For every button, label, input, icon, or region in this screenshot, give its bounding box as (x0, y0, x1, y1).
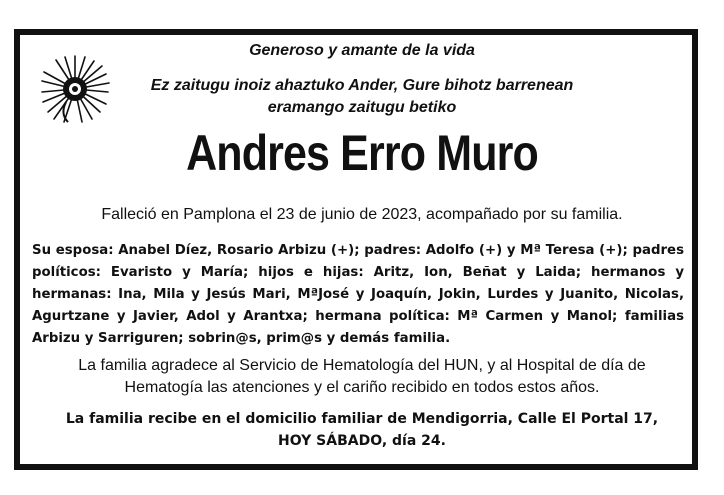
motto-line-3: eramango zaitugu betiko (267, 99, 457, 116)
reception-notice (40, 408, 684, 452)
reception-line-2: HOY SÁBADO, día 24. (278, 433, 446, 449)
death-notice: Falleció en Pamplona el 23 de junio de 2023, acompañado por su familia. (101, 206, 623, 223)
relatives-list: Su esposa: Anabel Díez, Rosario Arbizu (+); padres: Adolfo (+) y Mª Teresa (+); padres políticos: Evaristo y María; hijos e hijas: Aritz, Ion, Beñat y Laida; hermanos y hermanas: Ina, Mila y Jesús Mari, MªJosé y Joaquín, Jokin, Lurdes y Juanito, Nicolas, Agurtzane y Javier, Adol y Arantxa; hermana política: Mª Carmen y Manol; familias Arbizu y Sarriguren; sobrin@s, prim@s y demás familia. (32, 243, 684, 346)
deceased-name: Andres Erro Muro (186, 125, 538, 181)
thanks-message: La familia agradece al Servicio de Hematología del HUN, y al Hospital de día de Hematogía las atenciones y el cariño recibido en todos estos años. (78, 357, 646, 396)
reception-line-1: La familia recibe en el domicilio familiar de Mendigorria, Calle El Portal 17, (65, 411, 659, 427)
motto-line-1: Generoso y amante de la vida (249, 42, 475, 59)
motto-line-2: Ez zaitugu inoiz ahaztuko Ander, Gure bihotz barrenean (150, 77, 574, 94)
